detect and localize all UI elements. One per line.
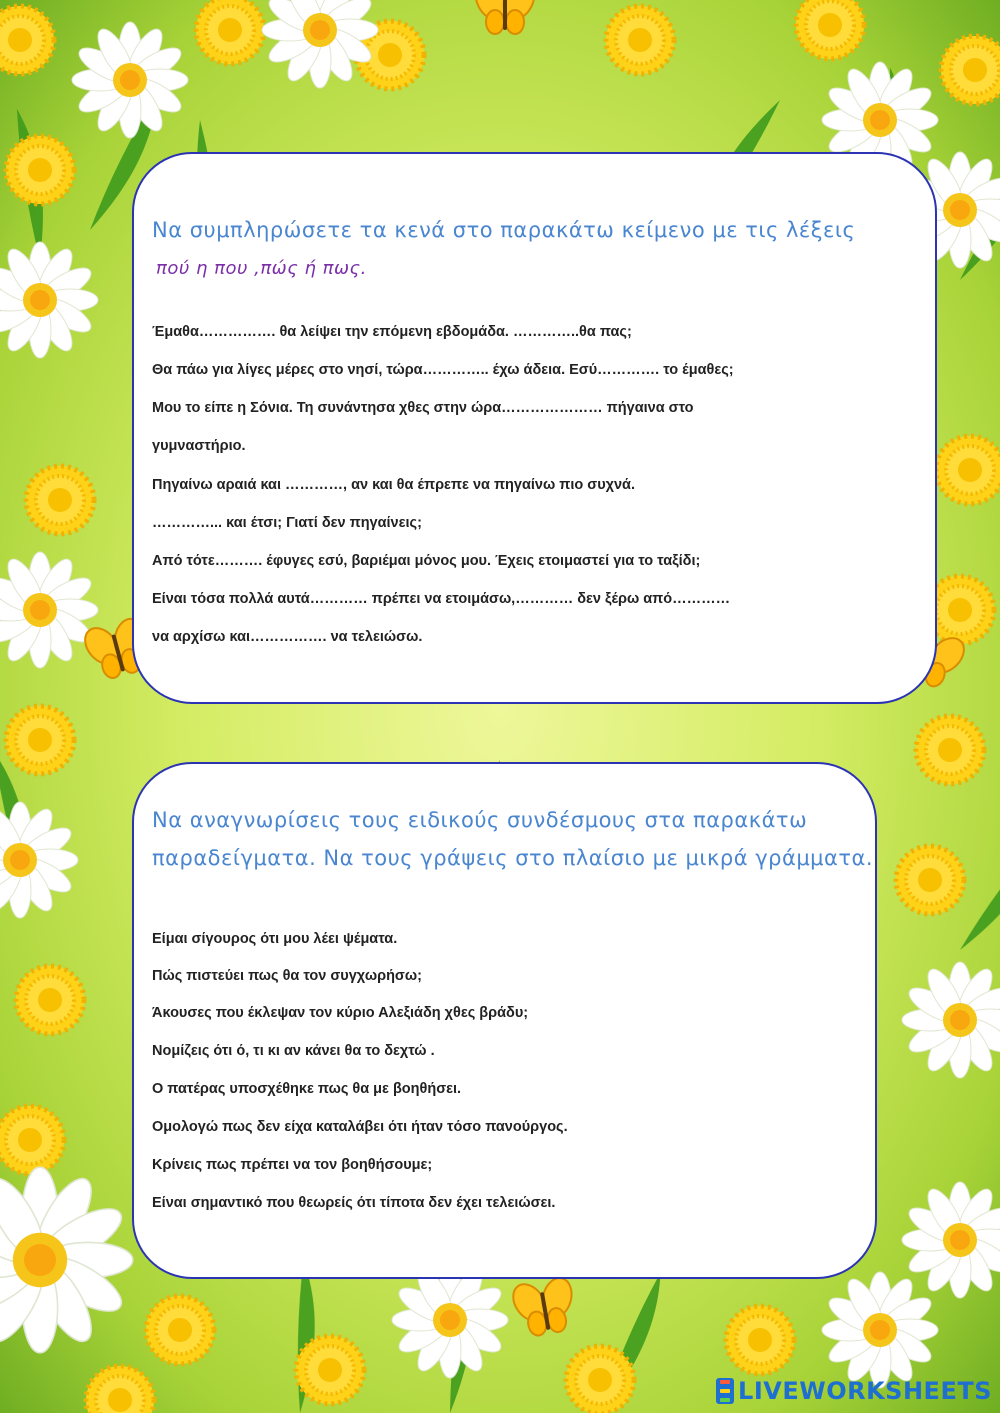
exercise1-line: Έμαθα……………. θα λείψει την επόμενη εβδομάδα. …………..θα πας; [152, 324, 632, 340]
exercise2-line: Ο πατέρας υποσχέθηκε πως θα με βοηθήσει. [152, 1081, 462, 1097]
exercise2-title-line1: Να αναγνωρίσεις τους ειδικούς συνδέσμους στα παρακάτω [152, 808, 808, 832]
liveworksheets-badge-icon [716, 1378, 734, 1404]
exercise2-line: Είναι σημαντικό που θεωρείς ότι τίποτα δεν έχει τελειώσει. [152, 1195, 556, 1211]
exercise2-line: Κρίνεις πως πρέπει να τον βοηθήσουμε; [152, 1157, 433, 1173]
exercise1-line: Μου το είπε η Σόνια. Τη συνάντησα χθες στην ώρα………………… πήγαινα στο [152, 400, 694, 416]
liveworksheets-logo [716, 1377, 992, 1405]
exercise2-line: Πώς πιστεύει πως θα τον συγχωρήσω; [152, 968, 422, 984]
exercise1-line: …………... και έτσι; Γιατί δεν πηγαίνεις; [152, 515, 422, 531]
watermark-text: LIVEWORKSHEETS [738, 1377, 992, 1405]
exercise2-line: Ομολογώ πως δεν είχα καταλάβει ότι ήταν τόσο πανούργος. [152, 1119, 568, 1135]
exercise1-line: γυμναστήριο. [152, 438, 246, 454]
exercise2-line: Νομίζεις ότι ό, τι κι αν κάνει θα το δεχτώ . [152, 1043, 435, 1059]
exercise1-title: Να συμπληρώσετε τα κενά στο παρακάτω κείμενο με τις λέξεις [152, 218, 856, 242]
exercise1-line: Πηγαίνω αραιά και …………, αν και θα έπρεπε να πηγαίνω πιο συχνά. [152, 477, 635, 493]
exercise2-line: Είμαι σίγουρος ότι μου λέει ψέματα. [152, 931, 398, 947]
exercise1-line: Από τότε………. έφυγες εσύ, βαριέμαι μόνος μου. Έχεις ετοιμαστεί για το ταξίδι; [152, 553, 701, 569]
exercise2-line: Άκουσες που έκλεψαν τον κύριο Αλεξιάδη χθες βράδυ; [152, 1005, 529, 1021]
exercise1-line: Είναι τόσα πολλά αυτά………… πρέπει να ετοιμάσω,………… δεν ξέρω από………… [152, 591, 731, 607]
exercise1-line: Θα πάω για λίγες μέρες στο νησί, τώρα………….. έχω άδεια. Εσύ…………. το έμαθες; [152, 362, 734, 378]
exercise1-subtitle: πού η που ,πώς ή πως. [156, 258, 367, 279]
exercise2-title-line2: παραδείγματα. Να τους γράψεις στο πλαίσιο με μικρά γράμματα. [152, 846, 874, 870]
exercise1-line: να αρχίσω και……………. να τελειώσω. [152, 629, 423, 645]
